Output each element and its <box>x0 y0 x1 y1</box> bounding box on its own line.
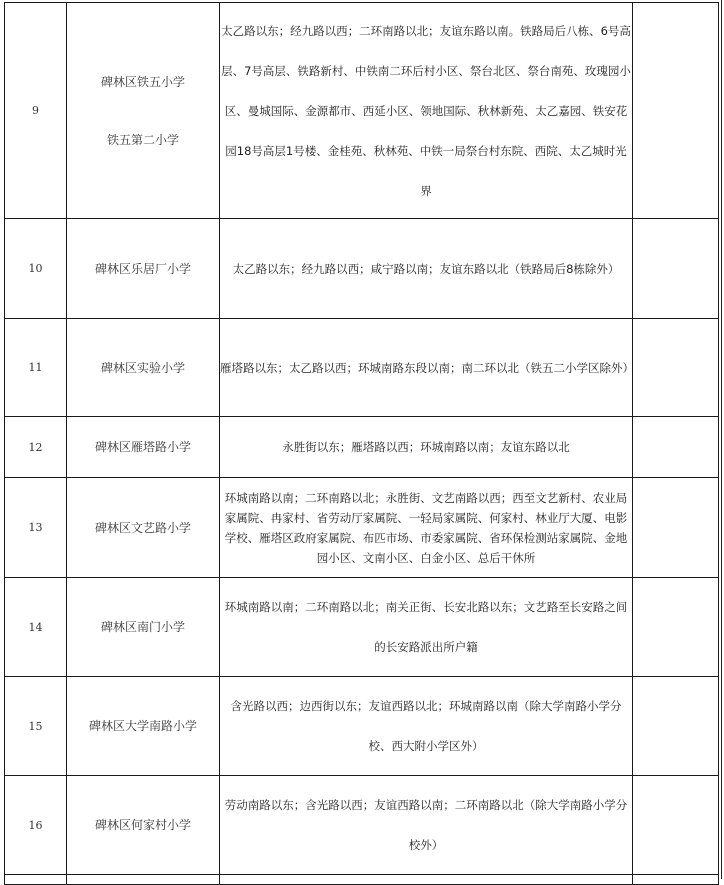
district-area-cell <box>220 417 633 478</box>
row-number: 9 <box>5 3 67 219</box>
row-number: 10 <box>5 219 67 319</box>
district-area-cell <box>220 478 633 578</box>
school-name-cell <box>67 478 220 578</box>
row-number: 15 <box>5 677 67 776</box>
row-number: 12 <box>5 417 67 478</box>
school-name-cell <box>67 578 220 677</box>
district-area-text: 太乙路以东；经九路以西；咸宁路以南；友谊东路以北（铁路局后8栋除外） <box>232 261 620 276</box>
school-name-cell <box>67 776 220 875</box>
note-cell <box>633 875 719 885</box>
school-name: 碑林区大学南路小学 <box>88 719 197 733</box>
district-area-cell <box>220 3 633 219</box>
school-district-table <box>4 2 719 885</box>
district-area-text: 永胜街以东；雁塔路以西；环城南路以南；友谊东路以北 <box>282 440 570 454</box>
note-cell <box>633 677 719 776</box>
note-cell <box>633 319 719 417</box>
note-cell <box>633 219 719 319</box>
district-area-cell <box>220 776 633 875</box>
row-number <box>5 875 67 885</box>
row-number: 11 <box>5 319 67 417</box>
row-number: 13 <box>5 478 67 578</box>
table-row <box>5 417 719 478</box>
district-area-cell <box>220 578 633 677</box>
school-name: 碑林区何家村小学 <box>94 818 191 832</box>
school-name: 碑林区实验小学 <box>100 360 185 375</box>
table-row <box>5 776 719 875</box>
outer-border <box>721 0 722 879</box>
school-name: 碑林区南门小学 <box>100 620 185 634</box>
table-row <box>5 578 719 677</box>
note-cell <box>633 417 719 478</box>
school-name: 碑林区雁塔路小学 <box>94 440 191 454</box>
school-name: 碑林区乐居厂小学 <box>94 261 191 276</box>
district-area-cell <box>220 319 633 417</box>
note-cell <box>633 578 719 677</box>
district-area-cell <box>220 875 633 885</box>
school-name-cell <box>67 219 220 319</box>
school-name: 碑林区文艺路小学 <box>94 520 191 535</box>
district-area-text: 雁塔路以东；太乙路以西；环城南路东段以南；南二环以北（铁五二小学区除外） <box>220 360 634 375</box>
table-row <box>5 219 719 319</box>
row-number: 14 <box>5 578 67 677</box>
table-row <box>5 3 719 219</box>
table-row <box>5 677 719 776</box>
school-name: 碑林区铁五小学 <box>100 74 185 89</box>
row-number: 16 <box>5 776 67 875</box>
district-area-text: 环城南路以南；二环南路以北；南关正街、长安北路以东；文艺路至长安路之间的长安路派出所户籍 <box>224 600 628 654</box>
district-area-text: 含光路以西；边西街以东；友谊西路以北；环城南路以南（除大学南路小学分校、西大附小学区外） <box>230 699 622 753</box>
district-area-cell <box>220 219 633 319</box>
note-cell <box>633 3 719 219</box>
table-row-partial <box>5 875 719 885</box>
school-name-cell <box>67 417 220 478</box>
district-area-text: 太乙路以东；经九路以西；二环南路以北；友谊东路以南。铁路局后八栋、6号高层、7号高层、铁路新村、中铁南二环后村小区、祭台北区、祭台南苑、玫瑰园小区、曼城国际、金源都市、西延小区、领地国际、秋林新苑、太乙嘉园、铁安花园18号高层1号楼、金桂苑、秋林苑、中铁一局祭台村东院、西院、太乙城时光界 <box>221 23 631 198</box>
district-area-text: 环城南路以南；二环南路以北；永胜街、文艺南路以西；西至文艺新村、农业局家属院、冉家村、省劳动厅家属院、一轻局家属院、何家村、林业厅大厦、电影学校、雁塔区政府家属院、布匹市场、市委家属院、省环保检测站家属院、金地园小区、文南小区、白金小区、总后干休所 <box>224 490 628 565</box>
note-cell <box>633 478 719 578</box>
district-area-text: 劳动南路以东；含光路以西；友谊西路以南；二环南路以北（除大学南路小学分校外） <box>224 798 628 852</box>
note-cell <box>633 776 719 875</box>
school-name-cell <box>67 677 220 776</box>
district-area-cell <box>220 677 633 776</box>
school-name-cell <box>67 3 220 219</box>
school-name: 铁五第二小学 <box>106 132 179 147</box>
school-name-cell <box>67 875 220 885</box>
school-name-cell <box>67 319 220 417</box>
table-row <box>5 319 719 417</box>
table-row <box>5 478 719 578</box>
